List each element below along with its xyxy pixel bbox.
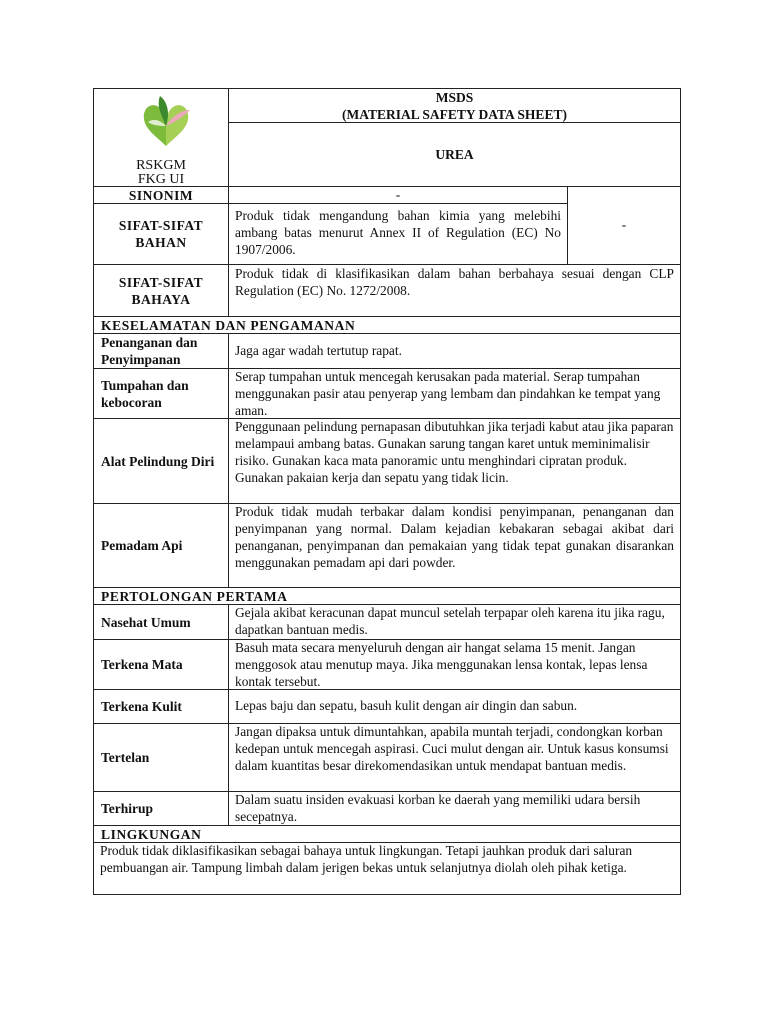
- first-aid-row-text: Dalam suatu insiden evakuasi korban ke daerah yang memiliki udara bersih secepatnya.: [235, 792, 641, 824]
- logo-cell: [94, 89, 228, 186]
- sinonim-label: SINONIM: [128, 187, 194, 203]
- sifat-bahaya-label: [94, 265, 228, 316]
- first-aid-row-label: Terkena Mata: [101, 657, 183, 672]
- first-aid-row-text: Gejala akibat keracunan dapat muncul setelah terpapar oleh karena itu jika ragu, dapatkan bantuan medis.: [235, 605, 665, 637]
- sifat-bahan-text: Produk tidak mengandung bahan kimia yang melebihi ambang batas menurut Annex II of Regulation (EC) No 1907/2006.: [235, 208, 561, 257]
- safety-row-label: Pemadam Api: [101, 538, 183, 553]
- product-name: UREA: [435, 147, 474, 162]
- sifat-bahan-label-2: BAHAN: [135, 235, 187, 250]
- first-aid-row-text: Lepas baju dan sepatu, basuh kulit dengan air dingin dan sabun.: [235, 698, 578, 714]
- doc-title: [229, 89, 680, 122]
- first-aid-row-label: Nasehat Umum: [101, 614, 191, 630]
- sifat-bahaya-label-2: BAHAYA: [131, 291, 191, 307]
- rskgm-logo-icon: [136, 92, 196, 150]
- doc-type-full: (MATERIAL SAFETY DATA SHEET): [342, 107, 567, 122]
- environment-text: Produk tidak diklasifikasikan sebagai bahaya untuk lingkungan. Tetapi jauhkan produk dari saluran pembuangan air. Tampung limbah dalam jerigen bekas untuk selanjutnya diolah oleh pihak ketiga.: [100, 843, 633, 875]
- side-value: -: [621, 217, 627, 233]
- safety-row-label: Tumpahan dan kebocoran: [101, 377, 189, 410]
- logo-text-fkgui: FKG UI: [137, 173, 185, 185]
- logo-text-rskgm: RSKGM: [136, 158, 186, 173]
- first-aid-row-label: Terkena Kulit: [101, 699, 182, 714]
- sifat-bahaya-text: Produk tidak di klasifikasikan dalam bahan berbahaya sesuai dengan CLP Regulation (EC) No. 1272/2008.: [235, 266, 674, 298]
- first-aid-row-text: Basuh mata secara menyeluruh dengan air hangat selama 15 menit. Jangan menggosok atau menutup maya. Jika menggunakan lensa kontak, lepas lensa kontak tersebut.: [235, 640, 648, 689]
- table-border-bottom: [93, 894, 681, 895]
- first-aid-row-label: Tertelan: [101, 750, 150, 765]
- sifat-bahan-label: [94, 204, 228, 264]
- first-aid-row-text: Jangan dipaksa untuk dimuntahkan, apabila muntah terjadi, condongkan korban kedepan untuk mencegah aspirasi. Cuci mulut dengan air. Untuk kasus konsumsi dalam kuantitas besar direkomendasikan untuk mendapat bantuan medis.: [235, 724, 669, 773]
- first-aid-section-title: PERTOLONGAN PERTAMA: [101, 589, 288, 604]
- safety-row-text: Jaga agar wadah tertutup rapat.: [235, 342, 402, 358]
- safety-row-text: Penggunaan pelindung pernapasan dibutuhkan jika terjadi kabut atau jika paparan melampaui ambang batas. Gunakan sarung tangan karet untuk meminimalisir risiko. Gunakan kaca mata panoramic untu menghindari cipratan produk. Gunakan pakaian kerja dan sepatu yang tidak licin.: [235, 419, 674, 485]
- table-border-right: [680, 88, 681, 895]
- environment-section-title: LINGKUNGAN: [101, 827, 202, 842]
- safety-row-label: Alat Pelindung Diri: [101, 453, 215, 469]
- safety-row-text: Serap tumpahan untuk mencegah kerusakan pada material. Serap tumpahan menggunakan pasir atau penyerap yang lembam dan pindahkan ke tempat yang aman.: [235, 369, 661, 418]
- safety-section-title: KESELAMATAN DAN PENGAMANAN: [101, 318, 356, 333]
- sifat-bahaya-label-1: SIFAT-SIFAT: [118, 274, 204, 290]
- safety-row-text: Produk tidak mudah terbakar dalam kondisi penyimpanan, penanganan dan penyimpanan yang normal. Dalam kejadian kebakaran sebagai akibat dari penanganan, penyimpanan dan pemakaian yang tidak tepat gunakan disarankan menggunakan pemadam api dari powder.: [235, 504, 674, 570]
- safety-row-label: Penanganan dan Penyimpanan: [101, 335, 198, 367]
- first-aid-row-label: Terhirup: [101, 801, 154, 816]
- sifat-bahan-label-1: SIFAT-SIFAT: [118, 218, 204, 233]
- sinonim-value: -: [395, 187, 401, 202]
- doc-type: MSDS: [435, 90, 474, 105]
